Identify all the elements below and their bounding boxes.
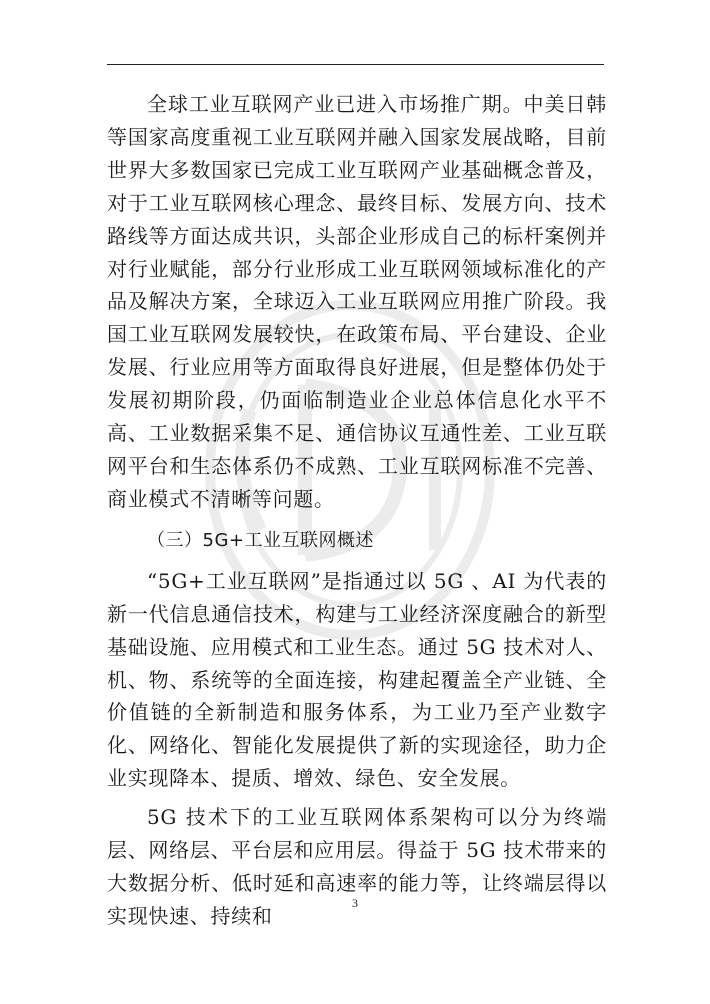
page-number: 3 <box>352 896 358 910</box>
paragraph-industry-overview: 全球工业互联网产业已进入市场推广期。中美日韩等国家高度重视工业互联网并融入国家发展战略，目前世界大多数国家已完成工业互联网产业基础概念普及，对于工业互联网核心理念、最终目标、发展方向、技术路线等方面达成共识，头部企业形成自己的标杆案例并对行业赋能，部分行业形成工业互联网领域标准化的产品及解决方案，全球迈入工业互联网应用推广阶段。我国工业互联网发展较快，在政策布局、平台建设、企业发展、行业应用等方面取得良好进展，但是整体仍处于发展初期阶段，仍面临制造业企业总体信息化水平不高、工业数据采集不足、通信协议互通性差、工业互联网平台和生态体系仍不成熟、工业互联网标准不完善、商业模式不清晰等问题。 <box>107 92 607 511</box>
header-rule <box>107 64 604 65</box>
paragraph-architecture: 5G 技术下的工业互联网体系架构可以分为终端层、网络层、平台层和应用层。得益于 5G 技术带来的大数据分析、低时延和高速率的能力等，让终端层得以实现快速、持续和 <box>107 805 607 928</box>
page-body <box>107 88 607 933</box>
paragraph-5g-definition: “5G+工业互联网”是指通过以 5G 、AI 为代表的新一代信息通信技术，构建与工业经济深度融合的新型基础设施、应用模式和工业生态。通过 5G 技术对人、机、物、系统等的全面连接，构建起覆盖全产业链、全价值链的全新制造和服务体系，为工业乃至产业数字化、网络化、智能化发展提供了新的实现途径，助力企业实现降本、提质、增效、绿色、安全发展。 <box>107 568 607 791</box>
section-heading: （三）5G+工业互联网概述 <box>147 529 374 551</box>
